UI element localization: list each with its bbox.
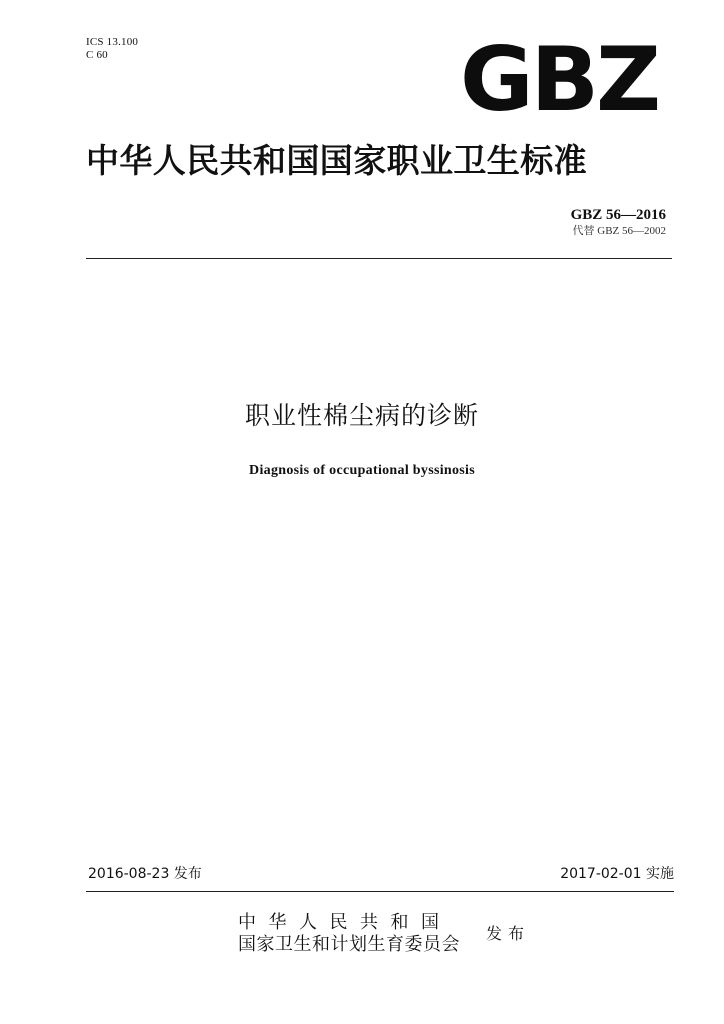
header-divider [86, 258, 672, 259]
standard-category: 中华人民共和国国家职业卫生标准 [86, 141, 587, 180]
document-title: 职业性棉尘病的诊断 [244, 401, 479, 430]
standard-number: GBZ 56—2016 [570, 207, 666, 223]
footer-divider [86, 891, 674, 892]
ics-code: ICS 13.100 [86, 36, 139, 48]
document-title-english: Diagnosis of occupational byssinosis [249, 463, 475, 478]
publisher-line-1: 中华人民共和国 [238, 912, 452, 933]
implementation-date: 2017-02-01 实施 [560, 866, 674, 882]
issue-date: 2016-08-23 发布 [88, 866, 202, 882]
classification-block [86, 36, 138, 62]
ccs-code: C 60 [86, 49, 108, 61]
replaces-note: 代替 GBZ 56—2002 [572, 225, 666, 237]
standard-code-block [571, 206, 666, 238]
publisher-line-2: 国家卫生和计划生育委员会 [238, 934, 460, 955]
publisher-block [238, 912, 460, 956]
gbz-logo: GBZ [460, 28, 659, 131]
publish-label: 发布 [486, 924, 531, 943]
